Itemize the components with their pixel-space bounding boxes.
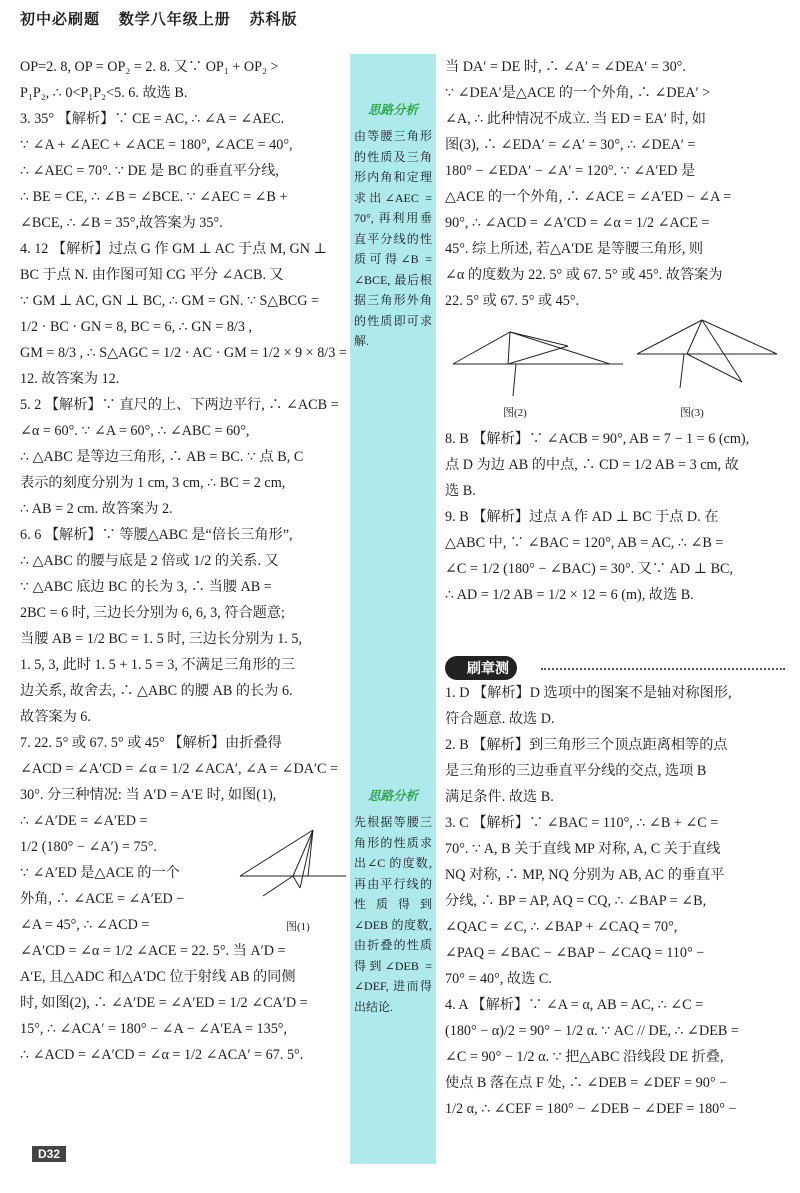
text-line: 满足条件. 故选 B. bbox=[445, 789, 554, 805]
text-line: 外角, ∴ ∠ACE = ∠A′ED − bbox=[20, 891, 185, 907]
text-line: ∴ ∠AEC = 70°. ∵ DE 是 BC 的垂直平分线, bbox=[20, 163, 279, 179]
text-line: ∠A′CD = ∠α = 1/2 ∠ACE = 22. 5°. 当 A′D = bbox=[20, 943, 286, 959]
note-title-1: 思路分析 bbox=[367, 103, 418, 117]
text-line: ∠C = 1/2 (180° − ∠BAC) = 30°. 又∵ AD ⊥ BC, bbox=[445, 561, 734, 577]
text-line: ∵ △ABC 底边 BC 的长为 3, ∴ 当腰 AB = bbox=[20, 579, 272, 595]
book-title: 初中必刷题 bbox=[20, 12, 101, 28]
grade-title: 数学八年级上册 bbox=[118, 12, 231, 28]
text-line: ∴ △ABC 的腰与底是 2 倍或 1/2 的关系. 又 bbox=[20, 553, 279, 569]
text-line: 表示的刻度分别为 1 cm, 3 cm, ∴ BC = 2 cm, bbox=[20, 475, 286, 491]
text-line: ∴ AD = 1/2 AB = 1/2 × 12 = 6 (m), 故选 B. bbox=[445, 587, 694, 603]
text-line: 边关系, 故舍去, ∴ △ABC 的腰 AB 的长为 6. bbox=[20, 683, 293, 699]
text-line: 9. B 【解析】过点 A 作 AD ⊥ BC 于点 D. 在 bbox=[445, 509, 719, 525]
text-line: ∴ BE = CE, ∴ ∠B = ∠BCE. ∵ ∠AEC = ∠B + bbox=[20, 189, 288, 205]
text-line: 70° = 40°, 故选 C. bbox=[445, 971, 552, 987]
text-line: △ABC 中, ∵ ∠BAC = 120°, AB = AC, ∴ ∠B = bbox=[445, 535, 724, 551]
note-2: 先根据等腰三角形的性质求出∠C 的度数, 再由平行线的性质得到∠DEB 的度数, 由折叠的性质得到∠DEB = ∠DEF, 进而得出结论. bbox=[354, 815, 432, 1014]
text-line: 180° − ∠EDA′ − ∠A′ = 120°. ∵ ∠A′ED 是 bbox=[445, 163, 696, 179]
text-line: 点 D 为边 AB 的中点, ∴ CD = 1/2 AB = 3 cm, 故 bbox=[445, 457, 739, 473]
text-line: 22. 5° 或 67. 5° 或 45°. bbox=[445, 293, 580, 309]
text-line: ∠C = 90° − 1/2 α. ∵ 把△ABC 沿线段 DE 折叠, bbox=[445, 1049, 724, 1065]
text-line: 30°. 分三种情况: 当 A′D = A′E 时, 如图(1), bbox=[20, 787, 277, 803]
text-line: ∠A, ∴ 此种情况不成立. 当 ED = EA′ 时, 如 bbox=[445, 111, 706, 127]
text-line: 1/2 α, ∴ ∠CEF = 180° − ∠DEB − ∠DEF = 180° − bbox=[445, 1101, 737, 1117]
text-line: 分线, ∴ BP = AP, AQ = CQ, ∴ ∠BAP = ∠B, bbox=[445, 893, 707, 909]
right-column-bottom bbox=[445, 680, 785, 1122]
text-line: 4. 12 【解析】过点 G 作 GM ⊥ AC 于点 M, GN ⊥ bbox=[20, 241, 327, 257]
text-line: ∠α 的度数为 22. 5° 或 67. 5° 或 45°. 故答案为 bbox=[445, 267, 723, 283]
text-line: ∵ ∠DEA′是△ACE 的一个外角, ∴ ∠DEA′ > bbox=[445, 85, 711, 101]
text-line: 当腰 AB = 1/2 BC = 1. 5 时, 三边长分别为 1. 5, bbox=[20, 631, 303, 647]
text-line: 5. 2 【解析】∵ 直尺的上、下两边平行, ∴ ∠ACB = bbox=[20, 397, 339, 413]
text-line: 选 B. bbox=[445, 483, 476, 499]
page-header bbox=[20, 8, 312, 29]
text-line: 当 DA′ = DE 时, ∴ ∠A′ = ∠DEA′ = 30°. bbox=[445, 59, 686, 75]
text-line: 3. C 【解析】∵ ∠BAC = 110°, ∴ ∠B + ∠C = bbox=[445, 815, 719, 831]
text-line: 45°. 综上所述, 若△A′DE 是等腰三角形, 则 bbox=[445, 241, 704, 257]
figure-2 bbox=[448, 318, 628, 408]
figure-2-label: 图(2) bbox=[503, 407, 527, 419]
section-badge: 刷章测 bbox=[445, 656, 517, 680]
text-line: ∠ACD = ∠A′CD = ∠α = 1/2 ∠ACA′, ∠A = ∠DA′C = bbox=[20, 761, 339, 777]
text-line: ∠PAQ = ∠BAC − ∠BAP − ∠CAQ = 110° − bbox=[445, 945, 705, 961]
section-header bbox=[445, 656, 785, 680]
text-line: ∴ ∠ACD = ∠A′CD = ∠α = 1/2 ∠ACA′ = 67. 5°. bbox=[20, 1047, 304, 1063]
text-line: 15°, ∴ ∠ACA′ = 180° − ∠A − ∠A′EA = 135°, bbox=[20, 1021, 288, 1037]
page-number: D32 bbox=[32, 1146, 66, 1162]
text-line: BC 于点 N. 由作图可知 CG 平分 ∠ACB. 又 bbox=[20, 267, 284, 283]
text-line: ∵ ∠A + ∠AEC + ∠ACE = 180°, ∠ACE = 40°, bbox=[20, 137, 293, 153]
text-line: 1. D 【解析】D 选项中的图案不是轴对称图形, bbox=[445, 685, 732, 701]
text-line: 使点 B 落在点 F 处, ∴ ∠DEB = ∠DEF = 90° − bbox=[445, 1075, 728, 1091]
side-notes bbox=[350, 54, 436, 1164]
text-line: ∠BCE, ∴ ∠B = 35°,故答案为 35°. bbox=[20, 215, 223, 231]
figure-3-label: 图(3) bbox=[680, 407, 704, 419]
text-line: A′E, 且△ADC 和△A′DC 位于射线 AB 的同侧 bbox=[20, 969, 296, 985]
text-line: ∠QAC = ∠C, ∴ ∠BAP + ∠CAQ = 70°, bbox=[445, 919, 678, 935]
edition-title: 苏科版 bbox=[249, 12, 298, 28]
text-line: △ACE 的一个外角, ∴ ∠ACE = ∠A′ED − ∠A = bbox=[445, 189, 732, 205]
text-line: 2BC = 6 时, 三边长分别为 6, 6, 3, 符合题意; bbox=[20, 605, 285, 621]
text-line: 时, 如图(2), ∴ ∠A′DE = ∠A′ED = 1/2 ∠CA′D = bbox=[20, 995, 308, 1011]
text-line: 1/2 · BC · GN = 8, BC = 6, ∴ GN = 8/3 , bbox=[20, 319, 253, 335]
text-line: NQ 对称, ∴ MP, NQ 分别为 AB, AC 的垂直平 bbox=[445, 867, 725, 883]
text-line: 12. 故答案为 12. bbox=[20, 371, 120, 387]
text-line: 4. A 【解析】∵ ∠A = α, AB = AC, ∴ ∠C = bbox=[445, 997, 704, 1013]
text-line: ∵ GM ⊥ AC, GN ⊥ BC, ∴ GM = GN. ∵ S△BCG = bbox=[20, 293, 320, 309]
text-line: P₁P₂, ∴ 0<P₁P₂<5. 6. 故选 B. bbox=[20, 85, 188, 101]
text-line: 7. 22. 5° 或 67. 5° 或 45° 【解析】由折叠得 bbox=[20, 735, 282, 751]
text-line: 1. 5, 3, 此时 1. 5 + 1. 5 = 3, 不满足三角形的三 bbox=[20, 657, 295, 673]
text-line: 3. 35° 【解析】∵ CE = AC, ∴ ∠A = ∠AEC. bbox=[20, 111, 285, 127]
text-line: ∴ △ABC 是等边三角形, ∴ AB = BC. ∵ 点 B, C bbox=[20, 449, 304, 465]
text-line: 符合题意. 故选 D. bbox=[445, 711, 555, 727]
text-line: 图(3), ∴ ∠EDA′ = ∠A′ = 30°, ∴ ∠DEA′ = bbox=[445, 137, 696, 153]
text-line: 2. B 【解析】到三角形三个顶点距离相等的点 bbox=[445, 737, 728, 753]
text-line: 70°. ∵ A, B 关于直线 MP 对称, A, C 关于直线 bbox=[445, 841, 721, 857]
text-line: 故答案为 6. bbox=[20, 709, 91, 725]
right-column-top bbox=[445, 54, 785, 314]
section-dots bbox=[541, 668, 785, 670]
text-line: 1/2 (180° − ∠A′) = 75°. bbox=[20, 839, 157, 855]
text-line: 是三角形的三边垂直平分线的交点, 选项 B bbox=[445, 763, 707, 779]
text-line: 8. B 【解析】∵ ∠ACB = 90°, AB = 7 − 1 = 6 (cm), bbox=[445, 431, 750, 447]
figure-1 bbox=[238, 826, 348, 916]
text-line: ∵ ∠A′ED 是△ACE 的一个 bbox=[20, 865, 180, 881]
text-line: 90°, ∴ ∠ACD = ∠A′CD = ∠α = 1/2 ∠ACE = bbox=[445, 215, 710, 231]
figure-3 bbox=[632, 312, 782, 402]
text-line: (180° − α)/2 = 90° − 1/2 α. ∵ AC // DE, ∴ ∠DEB = bbox=[445, 1023, 739, 1039]
figure-1-label: 图(1) bbox=[286, 921, 310, 933]
text-line: 6. 6 【解析】∵ 等腰△ABC 是“倍长三角形”, bbox=[20, 527, 293, 543]
note-title-2: 思路分析 bbox=[367, 789, 418, 803]
text-line: ∠α = 60°. ∵ ∠A = 60°, ∴ ∠ABC = 60°, bbox=[20, 423, 250, 439]
text-line: ∴ ∠A′DE = ∠A′ED = bbox=[20, 813, 148, 829]
right-column-mid bbox=[445, 426, 785, 608]
text-line: ∠A = 45°, ∴ ∠ACD = bbox=[20, 917, 150, 933]
note-1: 由等腰三角形的性质及三角形内角和定理求出∠AEC = 70°, 再利用垂直平分线的性质可得∠B = ∠BCE, 最后根据三角形外角的性质即可求解. bbox=[354, 129, 432, 348]
text-line: ∴ AB = 2 cm. 故答案为 2. bbox=[20, 501, 173, 517]
text-line: GM = 8/3 , ∴ S△AGC = 1/2 · AC · GM = 1/2 × 9 × 8/3 = bbox=[20, 345, 347, 361]
text-line: OP=2. 8, OP = OP₂ = 2. 8. 又∵ OP₁ + OP₂ > bbox=[20, 59, 279, 75]
